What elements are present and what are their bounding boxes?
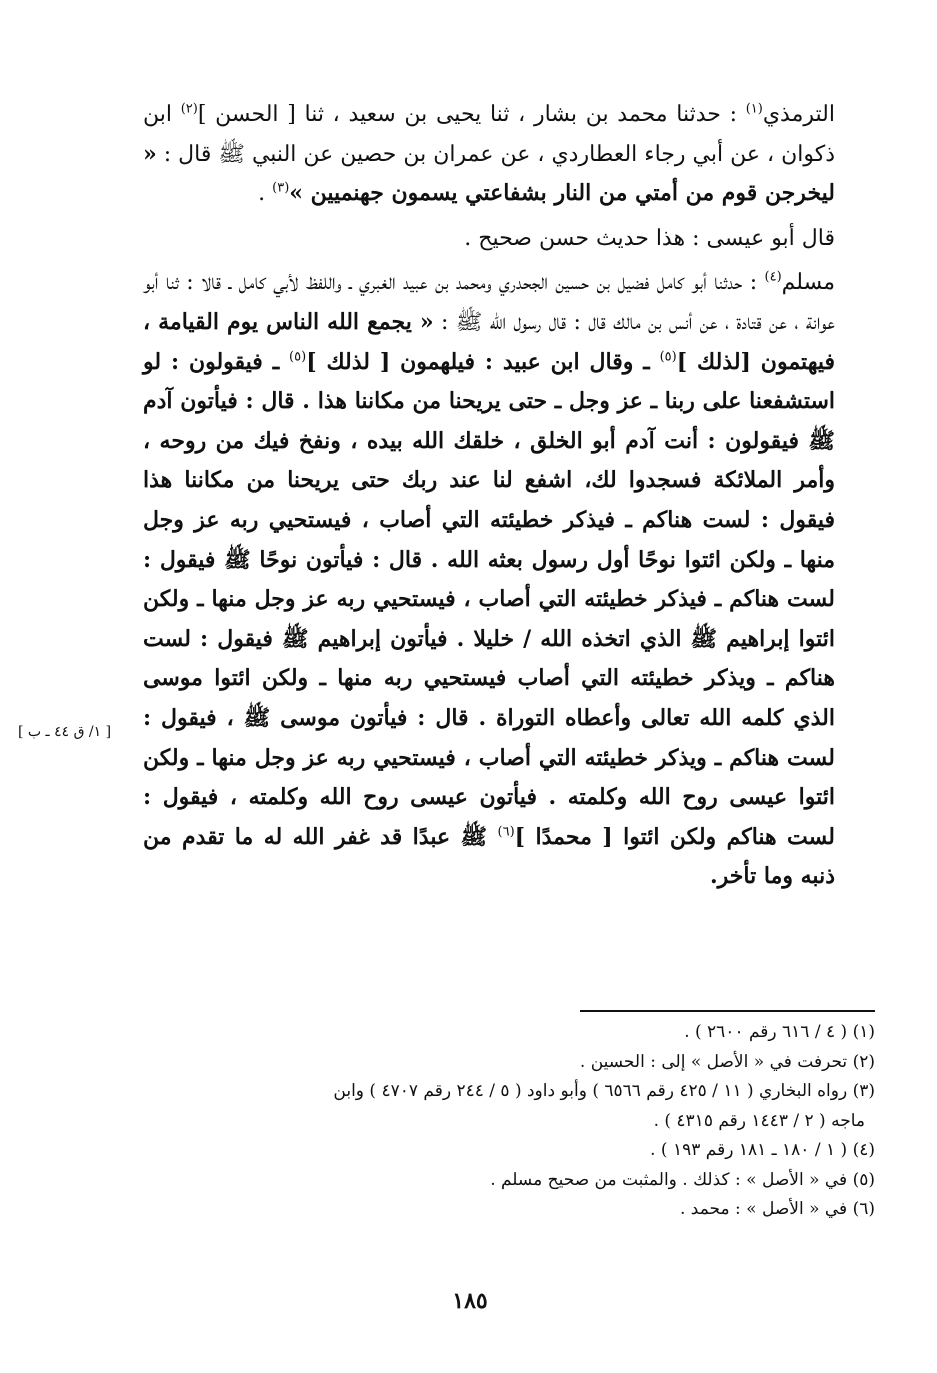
- footnote: (٥) في « الأصل » : كذلك . والمثبت من صحيح مسلم .: [490, 1169, 875, 1190]
- page-number: ١٨٥: [452, 1288, 488, 1314]
- text-segment: : حدثنا محمد بن بشار ، ثنا يحيى بن سعيد ، ثنا [ الحسن ]: [197, 102, 746, 127]
- footnotes: [143, 1018, 875, 1225]
- footnote-ref: (٤): [764, 270, 782, 286]
- footnote-continuation: ماجه ( ٢ / ١٤٤٣ رقم ٤٣١٥ ) .: [653, 1110, 865, 1131]
- footnote: (٣) رواه البخاري ( ١١ / ٤٢٥ رقم ٦٥٦٦ ) وأبو داود ( ٥ / ٢٤٤ رقم ٤٧٠٧ ) وابن: [333, 1081, 875, 1101]
- paragraph-muslim: [143, 264, 875, 897]
- main-text: [143, 96, 875, 897]
- hadith-quote: « ليخرجن قوم من أمتي من النار بشفاعتي يسمون جهنميين »: [143, 140, 835, 207]
- paragraph-tirmidhi: [143, 96, 875, 214]
- text-segment: الترمذي: [762, 102, 835, 127]
- hadith-quote: ـ فيقولون : لو استشفعنا على ربنا ـ عز وجل ـ حتى يريحنا من مكاننا هذا . قال : فيأتون آدم ﷺ فيقولون : أنت آدم أبو الخلق ، خلقك الله بيده ، ونفخ فيك من روحه ، وأمر الملائكة فسجدوا لك، اشفع لنا عند ربك حتى يريحنا من مكاننا هذا فيقول : لست هناكم ـ فيذكر خطيئته التي أصاب ، فيستحيي ربه عز وجل منها ـ ولكن ائتوا نوحًا أول رسول بعثه الله . قال : فيأتون نوحًا ﷺ فيقول : لست هناكم ـ فيذكر خطيئته التي أصاب ، فيستحيي ربه عز وجل منها ـ ولكن ائتوا إبراهيم ﷺ الذي اتخذه الله / خليلا . فيأتون إبراهيم ﷺ فيقول : لست هناكم ـ ويذكر خطيئته التي أصاب فيستحيي ربه منها ـ ولكن ائتوا موسى الذي كلمه الله تعالى وأعطاه التوراة . قال : فيأتون موسى ﷺ ، فيقول : لست هناكم ـ ويذكر خطيئته التي أصاب ، فيستحيي ربه عز وجل منها ـ ولكن ائتوا عيسى روح الله وكلمته . فيأتون عيسى روح الله وكلمته ، فيقول : لست هناكم ولكن ائتوا [ محمدًا ]: [143, 348, 835, 850]
- hadith-quote: « يجمع الله الناس يوم القيامة ، فيهتمون [لذلك ]: [143, 308, 835, 375]
- footnote-divider: [580, 1010, 875, 1012]
- footnote: (١) ( ٤ / ٦١٦ رقم ٢٦٠٠ ) .: [684, 1022, 875, 1042]
- footnote: (٦) في « الأصل » : محمد .: [679, 1199, 875, 1219]
- footnote: (٤) ( ١ / ١٨٠ ـ ١٨١ رقم ١٩٣ ) .: [650, 1140, 875, 1160]
- text-segment: مسلم: [781, 270, 835, 296]
- text-segment: : حدثنا أبو كامل فضيل بن حسين الجحدري ومحمد بن عبيد الغبري ـ واللفظ لأبي كامل ـ قالا : ثنا أبو عوانة ، عن قتادة ، عن أنس بن مالك قال : قال رسول الله ﷺ :: [143, 270, 835, 335]
- paragraph-grading: قال أبو عيسى : هذا حديث حسن صحيح .: [464, 225, 835, 251]
- text-segment: .: [258, 181, 273, 207]
- footnote-ref: (٥): [659, 349, 677, 365]
- footnote-ref: (٣): [272, 180, 290, 196]
- footnote-ref: (٦): [497, 824, 515, 840]
- footnote-ref: (١): [745, 101, 763, 117]
- hadith-quote: ـ وقال ابن عبيد : فيلهمون [ لذلك ]: [306, 348, 660, 375]
- text-segment: ابن ذكوان ، عن أبي رجاء العطاردي ، عن عمران بن حصين عن النبي ﷺ قال :: [143, 102, 835, 167]
- manuscript-folio-note: [ ١/ ق ٤٤ ـ ب ]: [18, 724, 112, 740]
- footnote-ref: (٥): [289, 349, 307, 365]
- hadith-quote: ﷺ عبدًا قد غفر الله له ما تقدم من ذنبه وما تأخر.: [143, 823, 835, 890]
- footnote: (٢) تحرفت في « الأصل » إلى : الحسين .: [579, 1051, 875, 1072]
- footnote-ref: (٢): [180, 101, 198, 117]
